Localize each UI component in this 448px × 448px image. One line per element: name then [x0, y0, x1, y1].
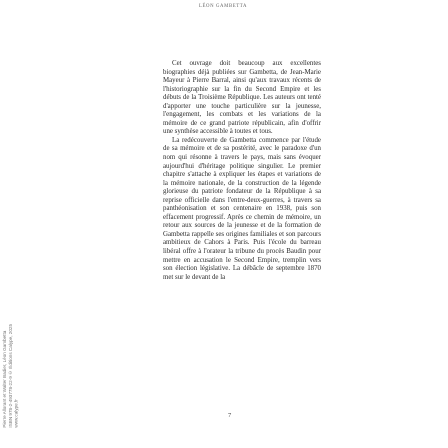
copyright-spine-text	[2, 324, 19, 428]
spine-line-website: www.calype.fr	[13, 399, 19, 428]
paragraph-1: Cet ouvrage doit beaucoup aux excellentes biographies déjà publiées sur Gambetta, de Jean-Marie Mayeur à Pierre Barral, ainsi qu'aux travaux récents de l'historiographie sur la fin du Second Empire et les débuts de la Troisième République. Les auteurs ont tenté d'apporter une touche particulière sur la jeunesse, l'engagement, les combats et les variations de la mémoire de ce grand patriote républicain, afin d'offrir une synthèse accessible à toutes et tous.	[163, 60, 321, 136]
running-header: LÉON GAMBETTA	[198, 4, 248, 9]
spine-line-isbn: ISBN 978-2-493778-22-9 © Éditions Calype, 2025	[7, 324, 13, 428]
spine-line-authors: Pierre Allorant et Walter Badier, Léon Gambetta	[2, 331, 7, 428]
paragraph-2: La redécouverte de Gambetta commence par l'étude de sa mémoire et de sa postérité, avec le paradoxe d'un nom qui résonne à travers le pays, mais sans évoquer aujourd'hui d'héritage politique singulier. Le premier chapitre s'attache à expliquer les étapes et variations de la mémoire nationale, de la construction de la légende glorieuse du patriote fondateur de la République à sa reprise officielle dans l'entre-deux-guerres, à travers sa panthéonisation et son centenaire en 1938, puis son effacement progressif. Après ce chemin de mémoire, un retour aux sources de la jeunesse et de la formation de Gambetta rappelle ses origines familiales et son parcours ambitieux de Cahors à Paris. Puis l'école du barreau libéral offre à l'orateur la tribune du procès Baudin pour mettre en accusation le Second Empire, tremplin vers son élection législative. La débâcle de septembre 1870 met sur le devant de la	[163, 136, 321, 281]
page-number: 7	[228, 412, 232, 419]
body-text	[163, 60, 321, 282]
